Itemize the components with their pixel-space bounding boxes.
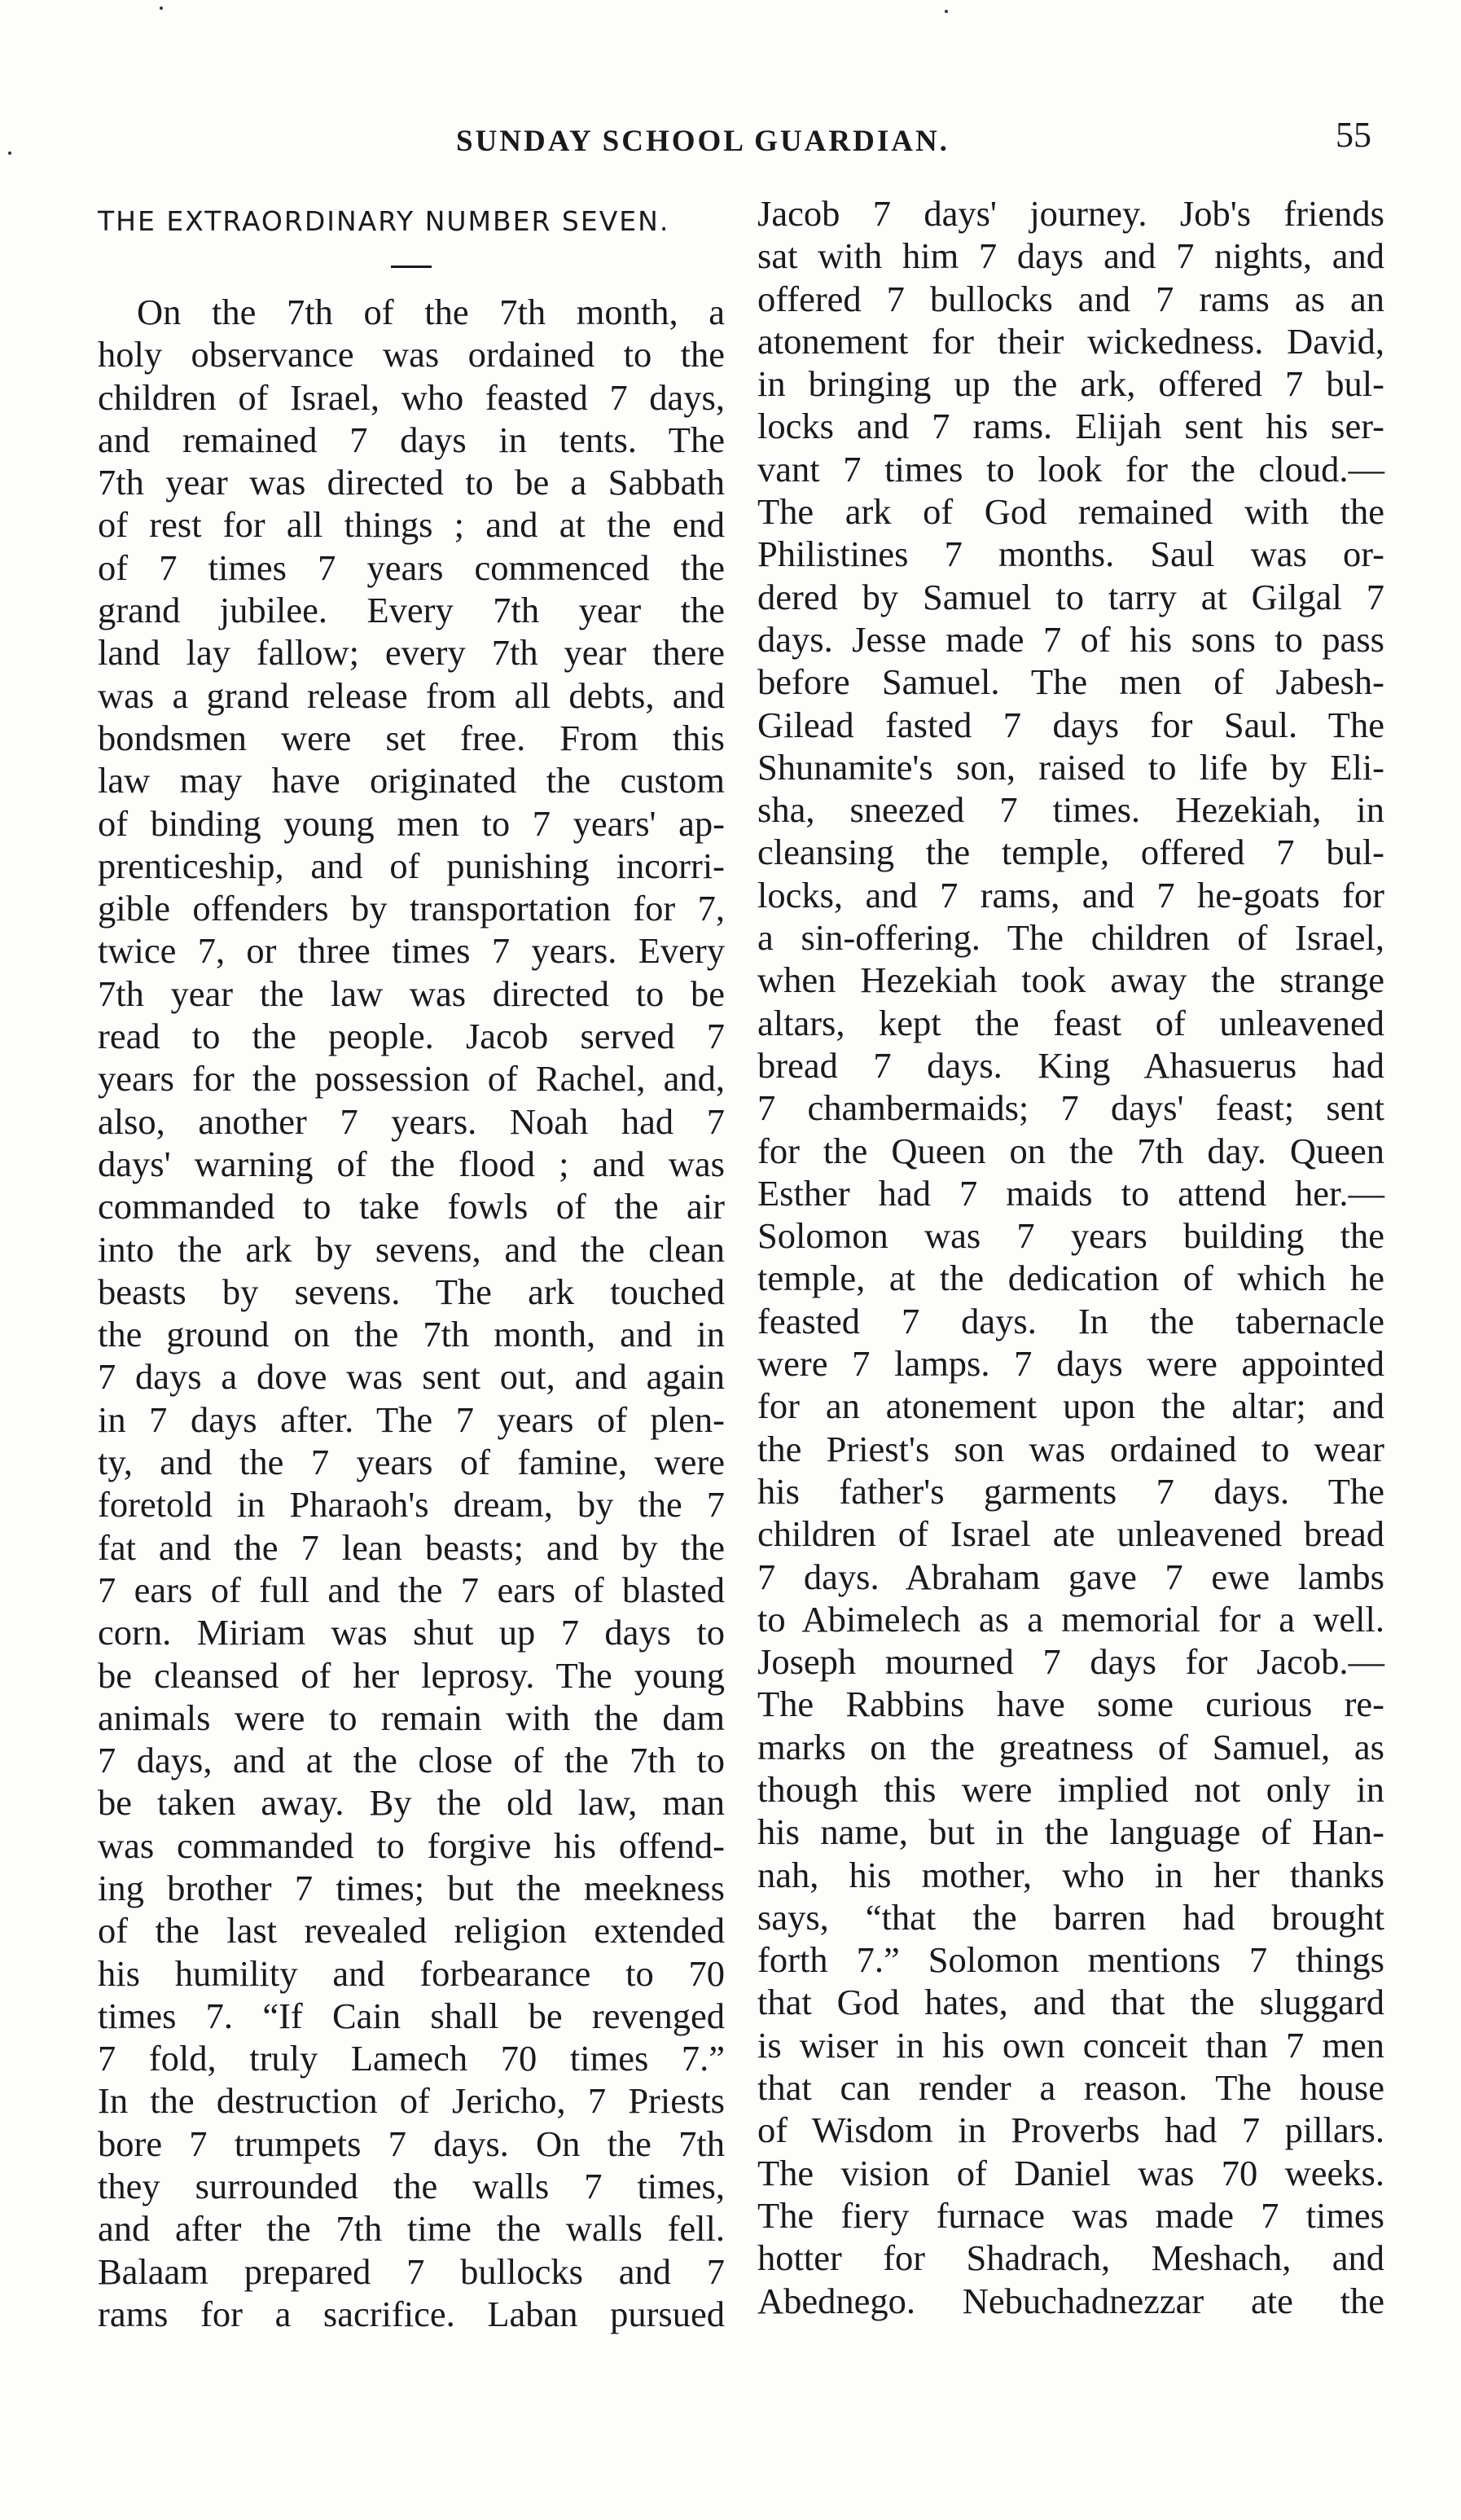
right-column bbox=[757, 192, 1384, 2322]
print-speck bbox=[945, 10, 948, 13]
text-line: the ground on the 7th month, and in bbox=[98, 1314, 725, 1355]
text-line: a sin-offering. The children of Israel, bbox=[757, 917, 1384, 959]
text-line: that can render a reason. The house bbox=[757, 2067, 1384, 2109]
text-line: land lay fallow; every 7th year there bbox=[98, 632, 725, 674]
right-column-text bbox=[757, 192, 1384, 2322]
text-line: ing brother 7 times; but the meekness bbox=[98, 1867, 725, 1908]
text-line: when Hezekiah took away the strange bbox=[757, 959, 1384, 1001]
text-line: locks, and 7 rams, and 7 he-goats for bbox=[757, 874, 1384, 915]
text-line: his name, but in the language of Han- bbox=[757, 1811, 1384, 1853]
text-line: The fiery furnace was made 7 times bbox=[757, 2194, 1384, 2236]
text-line: 7th year was directed to be a Sabbath bbox=[98, 462, 725, 503]
text-line: also, another 7 years. Noah had 7 bbox=[98, 1100, 725, 1142]
text-line: corn. Miriam was shut up 7 days to bbox=[98, 1612, 725, 1653]
text-line: children of Israel, who feasted 7 days, bbox=[98, 376, 725, 418]
text-line: locks and 7 rams. Elijah sent his ser- bbox=[757, 406, 1384, 447]
text-line: to Abimelech as a memorial for a well. bbox=[757, 1598, 1384, 1640]
text-line: Esther had 7 maids to attend her.— bbox=[757, 1172, 1384, 1214]
text-line: In the destruction of Jericho, 7 Priests bbox=[98, 2080, 725, 2122]
text-line: is wiser in his own conceit than 7 men bbox=[757, 2024, 1384, 2066]
text-line: days' warning of the flood ; and was bbox=[98, 1143, 725, 1184]
text-line: The ark of God remained with the bbox=[757, 491, 1384, 533]
text-line: offered 7 bullocks and 7 rams as an bbox=[757, 278, 1384, 319]
text-line: rams for a sacrifice. Laban pursued bbox=[98, 2293, 725, 2334]
print-speck bbox=[160, 7, 163, 10]
text-line: atonement for their wickedness. David, bbox=[757, 320, 1384, 362]
text-line: sat with him 7 days and 7 nights, and bbox=[757, 235, 1384, 277]
text-line: vant 7 times to look for the cloud.— bbox=[757, 448, 1384, 490]
text-line: of 7 times 7 years commenced the bbox=[98, 547, 725, 588]
text-line: animals were to remain with the dam bbox=[98, 1697, 725, 1738]
text-line: his humility and forbearance to 70 bbox=[98, 1952, 725, 1994]
text-line: of Wisdom in Proverbs had 7 pillars. bbox=[757, 2110, 1384, 2151]
text-line: be cleansed of her leprosy. The young bbox=[98, 1654, 725, 1696]
text-line: sha, sneezed 7 times. Hezekiah, in bbox=[757, 789, 1384, 831]
text-line: 7 chambermaids; 7 days' feast; sent bbox=[757, 1087, 1384, 1129]
text-line: fat and the 7 lean beasts; and by the bbox=[98, 1526, 725, 1568]
title-rule bbox=[391, 266, 432, 268]
text-line: 7 days, and at the close of the 7th to bbox=[98, 1740, 725, 1781]
text-line: they surrounded the walls 7 times, bbox=[98, 2166, 725, 2207]
text-line: bondsmen were set free. From this bbox=[98, 717, 725, 758]
text-line: 7 days a dove was sent out, and again bbox=[98, 1356, 725, 1398]
text-line: gible offenders by transportation for 7, bbox=[98, 888, 725, 929]
text-line: feasted 7 days. In the tabernacle bbox=[757, 1300, 1384, 1341]
text-line: law may have originated the custom bbox=[98, 760, 725, 801]
text-line: Jacob 7 days' journey. Job's friends bbox=[757, 193, 1384, 234]
text-line: for an atonement upon the altar; and bbox=[757, 1385, 1384, 1427]
text-line: grand jubilee. Every 7th year the bbox=[98, 590, 725, 631]
text-line: his father's garments 7 days. The bbox=[757, 1470, 1384, 1512]
text-line: twice 7, or three times 7 years. Every bbox=[98, 930, 725, 972]
running-header: SUNDAY SCHOOL GUARDIAN. bbox=[456, 125, 950, 158]
text-line: hotter for Shadrach, Meshach, and bbox=[757, 2237, 1384, 2279]
text-line: children of Israel ate unleavened bread bbox=[757, 1513, 1384, 1555]
text-line: Gilead fasted 7 days for Saul. The bbox=[757, 704, 1384, 745]
text-line: bread 7 days. King Ahasuerus had bbox=[757, 1044, 1384, 1086]
text-line: marks on the greatness of Samuel, as bbox=[757, 1726, 1384, 1767]
text-line: were 7 lamps. 7 days were appointed bbox=[757, 1343, 1384, 1385]
text-line: Philistines 7 months. Saul was or- bbox=[757, 533, 1384, 575]
left-column-text bbox=[98, 291, 725, 2335]
text-line: 7 ears of full and the 7 ears of blasted bbox=[98, 1569, 725, 1610]
text-line: prenticeship, and of punishing incorri- bbox=[98, 845, 725, 886]
text-line: before Samuel. The men of Jabesh- bbox=[757, 661, 1384, 703]
text-line: be taken away. By the old law, man bbox=[98, 1782, 725, 1824]
text-line: read to the people. Jacob served 7 bbox=[98, 1016, 725, 1057]
text-line: 7 days. Abraham gave 7 ewe lambs bbox=[757, 1556, 1384, 1597]
text-line: beasts by sevens. The ark touched bbox=[98, 1271, 725, 1312]
text-line: was a grand release from all debts, and bbox=[98, 674, 725, 716]
text-line: holy observance was ordained to the bbox=[98, 334, 725, 375]
text-line: and remained 7 days in tents. The bbox=[98, 419, 725, 460]
text-line: ty, and the 7 years of famine, were bbox=[98, 1442, 725, 1483]
text-line: bore 7 trumpets 7 days. On the 7th bbox=[98, 2123, 725, 2164]
text-line: says, “that the barren had brought bbox=[757, 1896, 1384, 1938]
text-line: years for the possession of Rachel, and, bbox=[98, 1058, 725, 1100]
text-line: 7 fold, truly Lamech 70 times 7.” bbox=[98, 2038, 725, 2079]
text-line: into the ark by sevens, and the clean bbox=[98, 1228, 725, 1270]
page-number: 55 bbox=[1336, 115, 1371, 155]
print-speck bbox=[8, 151, 11, 155]
text-line: nah, his mother, who in her thanks bbox=[757, 1854, 1384, 1895]
text-line: for the Queen on the 7th day. Queen bbox=[757, 1130, 1384, 1171]
text-line: days. Jesse made 7 of his sons to pass bbox=[757, 618, 1384, 660]
text-line: Joseph mourned 7 days for Jacob.— bbox=[757, 1641, 1384, 1683]
text-line: temple, at the dedication of which he bbox=[757, 1258, 1384, 1299]
text-line: of binding young men to 7 years' ap- bbox=[98, 802, 725, 844]
text-line: forth 7.” Solomon mentions 7 things bbox=[757, 1939, 1384, 1981]
text-line: cleansing the temple, offered 7 bul- bbox=[757, 832, 1384, 873]
text-line: of rest for all things ; and at the end bbox=[98, 504, 725, 546]
text-line: that God hates, and that the sluggard bbox=[757, 1982, 1384, 2023]
text-line: Balaam prepared 7 bullocks and 7 bbox=[98, 2250, 725, 2292]
text-line: commanded to take fowls of the air bbox=[98, 1186, 725, 1227]
text-line: Shunamite's son, raised to life by Eli- bbox=[757, 746, 1384, 788]
text-line: altars, kept the feast of unleavened bbox=[757, 1002, 1384, 1043]
text-line: of the last revealed religion extended bbox=[98, 1910, 725, 1951]
text-line: the Priest's son was ordained to wear bbox=[757, 1428, 1384, 1469]
text-line: and after the 7th time the walls fell. bbox=[98, 2208, 725, 2250]
text-line: Solomon was 7 years building the bbox=[757, 1215, 1384, 1257]
text-line: though this were implied not only in bbox=[757, 1768, 1384, 1810]
text-line: was commanded to forgive his offend- bbox=[98, 1824, 725, 1866]
text-line: in bringing up the ark, offered 7 bul- bbox=[757, 363, 1384, 405]
text-line: Abednego. Nebuchadnezzar ate the bbox=[757, 2280, 1384, 2321]
text-line: The vision of Daniel was 70 weeks. bbox=[757, 2152, 1384, 2193]
article-title: THE EXTRAORDINARY NUMBER SEVEN. bbox=[98, 205, 670, 237]
text-line: foretold in Pharaoh's dream, by the 7 bbox=[98, 1484, 725, 1526]
text-line: in 7 days after. The 7 years of plen- bbox=[98, 1398, 725, 1440]
text-line: dered by Samuel to tarry at Gilgal 7 bbox=[757, 576, 1384, 617]
text-line: 7th year the law was directed to be bbox=[98, 972, 725, 1014]
left-column bbox=[98, 192, 725, 2335]
text-line: The Rabbins have some curious re- bbox=[757, 1684, 1384, 1725]
text-line: On the 7th of the 7th month, a bbox=[137, 292, 725, 332]
text-line: times 7. “If Cain shall be revenged bbox=[98, 1995, 725, 2036]
